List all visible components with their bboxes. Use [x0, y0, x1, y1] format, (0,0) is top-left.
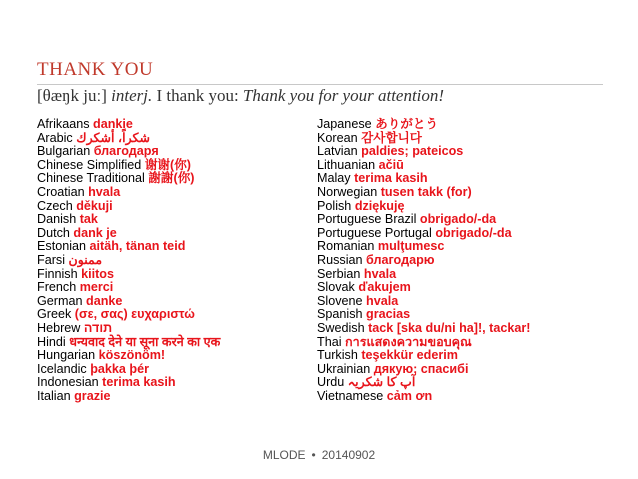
language-name: Malay	[317, 171, 351, 186]
language-name: Estonian	[37, 239, 87, 254]
language-name: Hebrew	[37, 320, 81, 335]
translation-row	[37, 213, 307, 227]
translation-row	[317, 268, 622, 282]
translation-row	[317, 227, 622, 241]
language-name: Latvian	[317, 144, 358, 159]
translation-text: תודה	[83, 320, 113, 335]
language-name: Vietnamese	[317, 388, 384, 403]
translation-row	[317, 349, 622, 363]
translation-row	[317, 376, 622, 390]
translation-row	[317, 172, 622, 186]
translation-row	[37, 349, 307, 363]
translation-text: धन्यवाद देने या सूना करने का एक	[69, 334, 221, 349]
language-name: Danish	[37, 212, 77, 227]
language-name: Hindi	[37, 334, 66, 349]
translation-row	[37, 322, 307, 336]
translation-text: آپ کا شکریہ	[347, 375, 416, 390]
translation-text: dziękuję	[354, 198, 405, 213]
footer-separator: •	[311, 448, 316, 462]
language-name: Japanese	[317, 117, 372, 131]
language-name: Bulgarian	[37, 144, 91, 159]
translation-text: ačiū	[378, 157, 404, 172]
language-name: Slovene	[317, 293, 363, 308]
language-name: Portuguese Portugal	[317, 225, 432, 240]
translation-text: cảm ơn	[386, 388, 433, 403]
translation-row	[37, 254, 307, 268]
translation-row	[317, 281, 622, 295]
language-name: Dutch	[37, 225, 70, 240]
translation-row	[37, 240, 307, 254]
dictionary-entry	[37, 86, 617, 106]
language-name: Croatian	[37, 184, 85, 199]
slide-title: THANK YOU	[37, 59, 154, 80]
language-name: Czech	[37, 198, 73, 213]
translation-row	[37, 308, 307, 322]
translation-text: merci	[79, 280, 114, 295]
translation-text: hvala	[366, 293, 399, 308]
translation-text: 謝謝(你)	[148, 171, 195, 186]
language-name: Chinese Traditional	[37, 171, 145, 186]
translation-text: ありがとう	[375, 117, 439, 131]
translation-text: tusen takk (for)	[380, 184, 472, 199]
translation-text: kiitos	[81, 266, 115, 281]
language-name: Afrikaans	[37, 117, 90, 131]
translation-row	[317, 308, 622, 322]
language-name: Spanish	[317, 307, 363, 322]
language-name: Lithuanian	[317, 157, 376, 172]
translation-text: ďakujem	[358, 280, 411, 295]
translation-text: ممنون	[68, 252, 103, 267]
translation-row	[37, 200, 307, 214]
language-name: Urdu	[317, 375, 345, 390]
language-name: Greek	[37, 307, 72, 322]
translation-row	[37, 172, 307, 186]
translation-row	[37, 376, 307, 390]
phonetic-transcription: [θæŋk juː]	[37, 86, 107, 105]
language-name: Hungarian	[37, 348, 96, 363]
translation-text: hvala	[88, 184, 121, 199]
language-name: Swedish	[317, 320, 365, 335]
language-name: Chinese Simplified	[37, 157, 142, 172]
translation-list-right	[317, 118, 622, 403]
translation-row	[317, 200, 622, 214]
language-name: Arabic	[37, 130, 73, 145]
language-name: Norwegian	[317, 184, 378, 199]
translation-row	[317, 295, 622, 309]
language-name: Ukrainian	[317, 361, 371, 376]
language-name: Romanian	[317, 239, 375, 254]
translation-row	[317, 322, 622, 336]
translation-text: благодарю	[366, 252, 435, 267]
language-name: French	[37, 280, 77, 295]
language-name: Icelandic	[37, 361, 87, 376]
translation-text: grazie	[74, 388, 111, 403]
translation-row	[317, 213, 622, 227]
translation-row	[37, 268, 307, 282]
language-name: Finnish	[37, 266, 78, 281]
translation-text: paldies; pateicos	[361, 144, 464, 159]
translation-row	[37, 281, 307, 295]
translation-row	[37, 186, 307, 200]
example-phrase: Thank you for your attention!	[242, 86, 445, 105]
footer-date: 20140902	[321, 448, 376, 462]
translation-row	[317, 145, 622, 159]
translation-row	[37, 390, 307, 404]
translation-text: děkuji	[76, 198, 113, 213]
title-divider	[37, 84, 603, 85]
translation-text: شكراً، أشكرك	[76, 130, 151, 145]
translation-list-left	[37, 118, 307, 403]
language-name: Italian	[37, 388, 71, 403]
language-name: German	[37, 293, 83, 308]
translation-text: дякую; спасибі	[373, 361, 469, 376]
translation-text: danke	[86, 293, 123, 308]
language-name: Serbian	[317, 266, 361, 281]
language-name: Indonesian	[37, 375, 99, 390]
translation-row	[317, 240, 622, 254]
translation-text: mulţumesc	[377, 239, 445, 254]
translation-text: (σε, σας) ευχαριστώ	[74, 307, 195, 322]
translation-text: hvala	[363, 266, 397, 281]
language-name: Turkish	[317, 348, 358, 363]
translation-text: terima kasih	[102, 375, 176, 390]
footer-org: MLODE	[262, 448, 306, 462]
translation-row	[37, 336, 307, 350]
translation-text: obrigado/-da	[419, 212, 497, 227]
translation-text: dank je	[73, 225, 117, 240]
language-name: Farsi	[37, 252, 65, 267]
translation-text: 谢谢(你)	[144, 157, 191, 172]
slide-footer	[0, 448, 638, 462]
definition: I thank you:	[156, 86, 239, 105]
translation-text: köszönöm!	[98, 348, 166, 363]
translation-row	[37, 363, 307, 377]
translation-row	[317, 254, 622, 268]
translation-row	[317, 132, 622, 146]
language-name: Russian	[317, 252, 363, 267]
translation-text: þakka þér	[90, 361, 150, 376]
translation-text: terima kasih	[354, 171, 428, 186]
translation-text: tack [ska du/ni ha]!, tackar!	[368, 320, 531, 335]
translation-text: teşekkür ederim	[361, 348, 458, 363]
translation-row	[317, 390, 622, 404]
translation-text: благодаря	[93, 144, 159, 159]
translation-text: 감사합니다	[361, 130, 422, 145]
translation-text: tak	[79, 212, 98, 227]
translation-text: aitäh, tänan teid	[89, 239, 186, 254]
part-of-speech: interj.	[111, 86, 153, 105]
translation-row	[317, 118, 622, 132]
translation-row	[37, 132, 307, 146]
language-name: Thai	[317, 334, 342, 349]
translation-row	[317, 159, 622, 173]
translation-text: การแสดงความขอบคุณ	[345, 334, 472, 349]
language-name: Slovak	[317, 280, 355, 295]
translation-row	[37, 227, 307, 241]
translation-row	[37, 145, 307, 159]
translation-text: gracias	[366, 307, 411, 322]
translation-text: dankie	[93, 117, 133, 131]
language-name: Polish	[317, 198, 352, 213]
translation-row	[317, 186, 622, 200]
translation-row	[37, 118, 307, 132]
translation-row	[37, 295, 307, 309]
language-name: Portuguese Brazil	[317, 212, 417, 227]
language-name: Korean	[317, 130, 358, 145]
translation-row	[317, 336, 622, 350]
translation-text: obrigado/-da	[435, 225, 512, 240]
